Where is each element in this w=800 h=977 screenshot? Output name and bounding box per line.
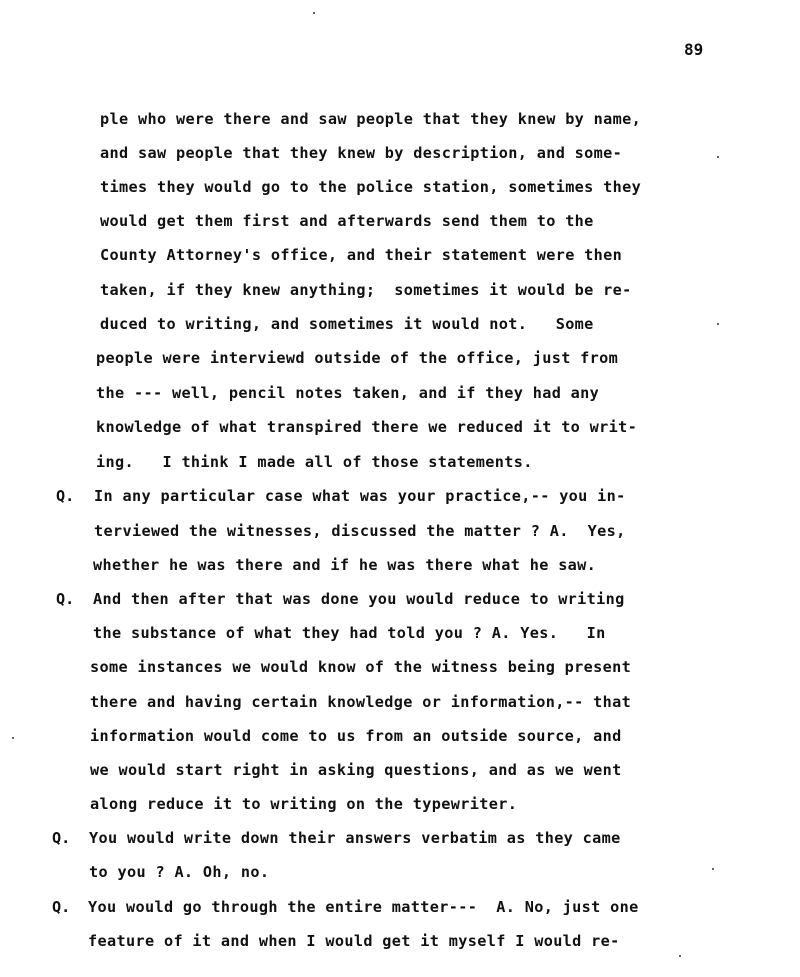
text-line: the --- well, pencil notes taken, and if they had any [96, 384, 600, 402]
page-number: 89 [684, 40, 704, 59]
scan-speck [717, 323, 719, 325]
text-line: terviewed the witnesses, discussed the matter ? A. Yes, [94, 522, 626, 540]
text-line: information would come to us from an outside source, and [90, 727, 622, 745]
text-line: duced to writing, and sometimes it would not. Some [100, 315, 594, 333]
text-line: and saw people that they knew by description, and some- [100, 144, 623, 162]
text-line: ing. I think I made all of those statements. [96, 453, 533, 471]
text-line: to you ? A. Oh, no. [89, 863, 270, 881]
text-line: whether he was there and if he was there what he saw. [93, 556, 597, 574]
question-marker: Q. [56, 590, 75, 608]
text-line: there and having certain knowledge or information,-- that [90, 693, 632, 711]
scan-speck [712, 868, 714, 870]
text-line: the substance of what they had told you ? A. Yes. In [93, 624, 606, 642]
text-line: taken, if they knew anything; sometimes it would be re- [100, 281, 632, 299]
text-line: along reduce it to writing on the typewriter. [90, 795, 518, 813]
scan-speck [679, 955, 681, 957]
text-line: In any particular case what was your practice,-- you in- [94, 487, 626, 505]
text-line: some instances we would know of the witness being present [90, 658, 632, 676]
text-line: people were interviewd outside of the office, just from [96, 349, 619, 367]
text-line: You would go through the entire matter--- A. No, just one [88, 898, 639, 916]
text-line: And then after that was done you would reduce to writing [93, 590, 625, 608]
scan-speck [717, 156, 719, 158]
text-line: feature of it and when I would get it myself I would re- [88, 932, 620, 950]
text-line: You would write down their answers verbatim as they came [89, 829, 621, 847]
text-line: knowledge of what transpired there we reduced it to writ- [96, 418, 638, 436]
question-marker: Q. [52, 829, 71, 847]
question-marker: Q. [52, 898, 71, 916]
text-line: we would start right in asking questions, and as we went [90, 761, 622, 779]
scan-speck [313, 12, 315, 14]
text-line: would get them first and afterwards send them to the [100, 212, 594, 230]
question-marker: Q. [56, 487, 75, 505]
scan-speck [12, 737, 14, 739]
text-line: times they would go to the police station, sometimes they [100, 178, 642, 196]
text-line: ple who were there and saw people that they knew by name, [100, 110, 642, 128]
text-line: County Attorney's office, and their statement were then [100, 246, 623, 264]
